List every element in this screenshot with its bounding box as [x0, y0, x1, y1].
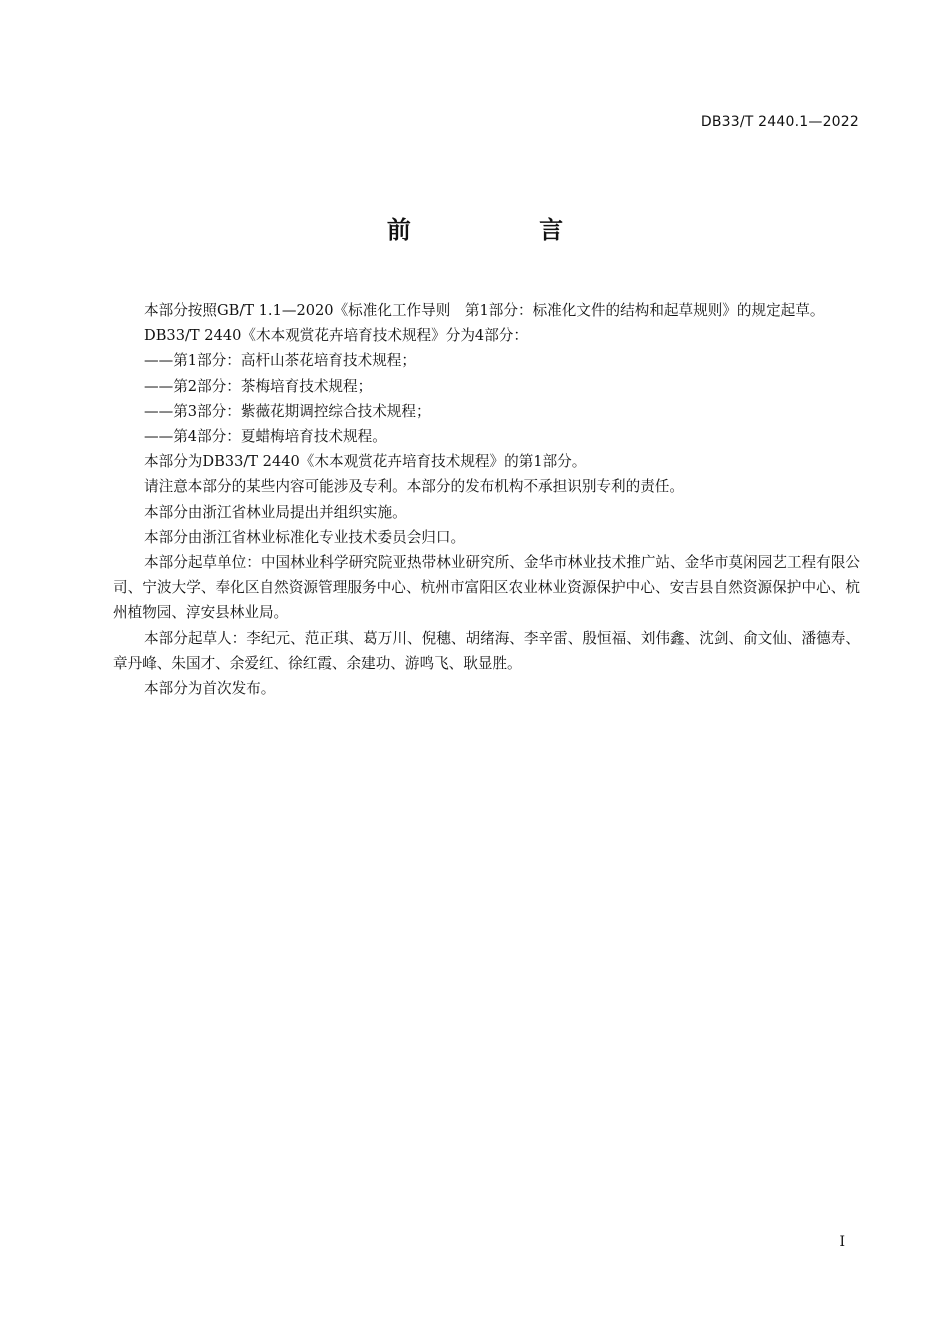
paragraph: 本部分由浙江省林业标准化专业技术委员会归口。	[144, 528, 466, 546]
paragraph: 本部分由浙江省林业局提出并组织实施。	[144, 503, 407, 521]
list-item: ——第4部分：夏蜡梅培育技术规程。	[144, 428, 387, 446]
paragraph: 本部分起草单位：中国林业科学研究院亚热带林业研究所、金华市林业技术推广站、金华市莫闲园艺工程有限公司、宁波大学、奉化区自然资源管理服务中心、杭州市富阳区农业林业资源保护中心、安吉县自然资源保护中心、杭州植物园、淳安县林业局。	[113, 554, 860, 622]
paragraph: 本部分为DB33/T 2440《木本观赏花卉培育技术规程》的第1部分。	[144, 453, 587, 471]
document-code: DB33/T 2440.1—2022	[700, 114, 859, 130]
page-number: I	[839, 1234, 845, 1250]
page-title: 前 言	[386, 216, 624, 244]
paragraph: 本部分为首次发布。	[144, 680, 276, 698]
paragraph: 请注意本部分的某些内容可能涉及专利。本部分的发布机构不承担识别专利的责任。	[144, 478, 684, 496]
list-item: ——第2部分：茶梅培育技术规程；	[144, 377, 373, 395]
paragraph: 本部分起草人：李纪元、范正琪、葛万川、倪穗、胡绪海、李辛雷、殷恒福、刘伟鑫、沈剑、俞文仙、潘德寿、章丹峰、朱国才、余爱红、徐红霞、余建功、游鸣飞、耿显胜。	[113, 629, 860, 672]
foreword-body	[113, 298, 860, 701]
paragraph: DB33/T 2440《木本观赏花卉培育技术规程》分为4部分：	[144, 327, 528, 345]
paragraph: 本部分按照GB/T 1.1—2020《标准化工作导则 第1部分：标准化文件的结构和起草规则》的规定起草。	[144, 302, 825, 319]
list-item: ——第3部分：紫薇花期调控综合技术规程；	[144, 402, 431, 420]
list-item: ——第1部分：高杆山茶花培育技术规程；	[144, 352, 416, 370]
